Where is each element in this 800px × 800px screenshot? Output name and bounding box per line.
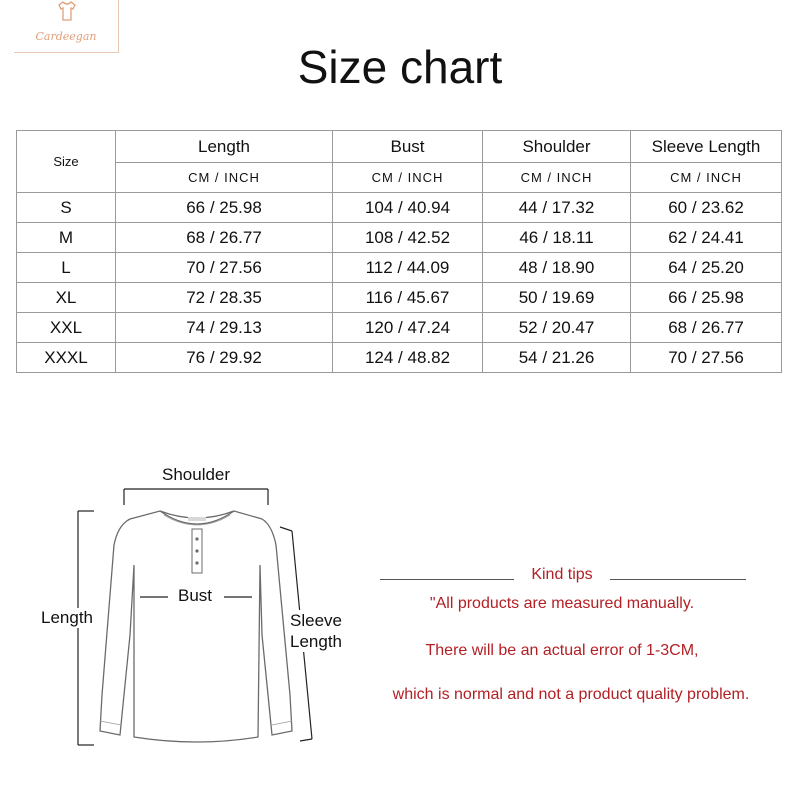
measurement-cell: 44 / 17.32 bbox=[483, 193, 631, 223]
measurement-cell: 50 / 19.69 bbox=[483, 283, 631, 313]
unit-header: CM / INCH bbox=[116, 163, 333, 193]
measurement-cell: 70 / 27.56 bbox=[116, 253, 333, 283]
size-column-header: Size bbox=[17, 131, 116, 193]
measurement-cell: 66 / 25.98 bbox=[116, 193, 333, 223]
table-row bbox=[17, 283, 782, 313]
sleeve-label-line1: Sleeve bbox=[290, 611, 342, 630]
unit-header: CM / INCH bbox=[631, 163, 782, 193]
bust-label: Bust bbox=[178, 586, 213, 605]
unit-header: CM / INCH bbox=[483, 163, 631, 193]
tip-line: There will be an actual error of 1-3CM, bbox=[425, 642, 699, 659]
column-header-sleeve-length: Sleeve Length bbox=[631, 131, 782, 163]
measurement-cell: 68 / 26.77 bbox=[116, 223, 333, 253]
table-row bbox=[17, 223, 782, 253]
measurement-cell: 70 / 27.56 bbox=[631, 343, 782, 373]
size-cell: XL bbox=[17, 283, 116, 313]
brand-name: Cardeegan bbox=[35, 30, 97, 43]
sleeve-label-line2: Length bbox=[290, 632, 342, 651]
measurement-cell: 52 / 20.47 bbox=[483, 313, 631, 343]
measurement-cell: 62 / 24.41 bbox=[631, 223, 782, 253]
measurement-cell: 66 / 25.98 bbox=[631, 283, 782, 313]
unit-header: CM / INCH bbox=[333, 163, 483, 193]
sleeve-length-label bbox=[290, 610, 342, 652]
column-header-length: Length bbox=[116, 131, 333, 163]
measurement-cell: 108 / 42.52 bbox=[333, 223, 483, 253]
tips-heading: Kind tips bbox=[531, 566, 593, 583]
column-header-bust: Bust bbox=[333, 131, 483, 163]
measurement-cell: 72 / 28.35 bbox=[116, 283, 333, 313]
table-row bbox=[17, 343, 782, 373]
tip-line: which is normal and not a product quality problem. bbox=[392, 686, 750, 703]
length-label: Length bbox=[41, 608, 93, 627]
page-title: Size chart bbox=[297, 41, 503, 93]
measurement-cell: 104 / 40.94 bbox=[333, 193, 483, 223]
table-row bbox=[17, 253, 782, 283]
measurement-cell: 68 / 26.77 bbox=[631, 313, 782, 343]
size-table bbox=[16, 130, 782, 373]
measurement-cell: 74 / 29.13 bbox=[116, 313, 333, 343]
measurement-cell: 54 / 21.26 bbox=[483, 343, 631, 373]
measurement-cell: 60 / 23.62 bbox=[631, 193, 782, 223]
table-row bbox=[17, 313, 782, 343]
measurement-cell: 124 / 48.82 bbox=[333, 343, 483, 373]
shirt-icon bbox=[56, 0, 78, 22]
measurement-cell: 48 / 18.90 bbox=[483, 253, 631, 283]
tip-line: "All products are measured manually. bbox=[429, 595, 695, 612]
measurement-cell: 116 / 45.67 bbox=[333, 283, 483, 313]
size-cell: XXL bbox=[17, 313, 116, 343]
measurement-cell: 120 / 47.24 bbox=[333, 313, 483, 343]
measurement-cell: 76 / 29.92 bbox=[116, 343, 333, 373]
shoulder-label: Shoulder bbox=[162, 465, 231, 484]
measurement-diagram bbox=[0, 455, 360, 755]
size-cell: S bbox=[17, 193, 116, 223]
measurement-cell: 64 / 25.20 bbox=[631, 253, 782, 283]
column-header-shoulder: Shoulder bbox=[483, 131, 631, 163]
measurement-cell: 112 / 44.09 bbox=[333, 253, 483, 283]
measurement-cell: 46 / 18.11 bbox=[483, 223, 631, 253]
size-cell: M bbox=[17, 223, 116, 253]
size-cell: XXXL bbox=[17, 343, 116, 373]
size-cell: L bbox=[17, 253, 116, 283]
table-row bbox=[17, 193, 782, 223]
